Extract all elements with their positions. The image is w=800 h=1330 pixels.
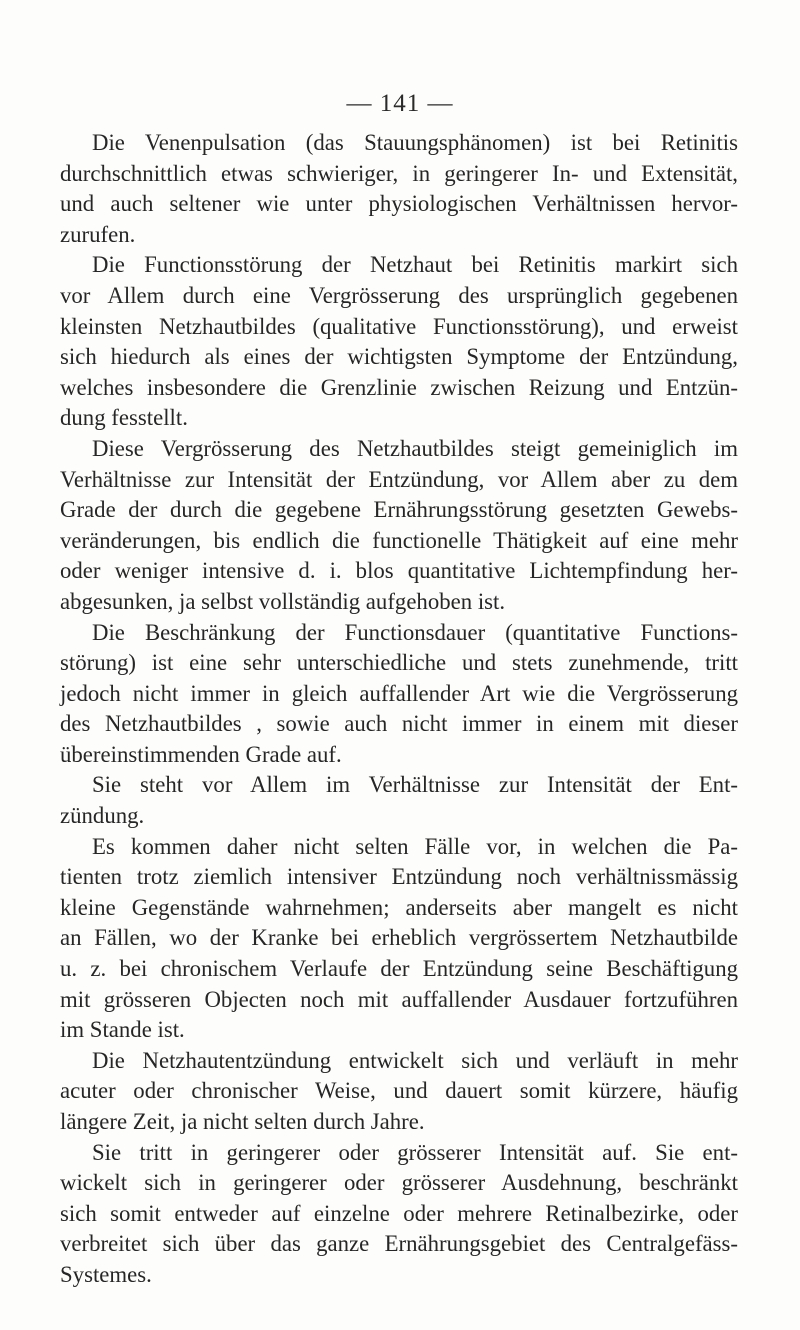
text-line: durchschnittlich etwas schwieriger, in geringerer In- und Extensität, [60,160,738,186]
text-line: Sie tritt in geringerer oder grösserer Intensität auf. Sie ent- [92,1139,738,1165]
text-line: verbreitet sich über das ganze Ernährungsgebiet des Centralgefäss- [60,1231,738,1257]
paragraph [60,1138,738,1291]
text-line: störung) ist eine sehr unterschiedliche und stets zunehmende, tritt [60,650,738,676]
text-line: vor Allem durch eine Vergrösserung des ursprünglich gegebenen [60,282,738,308]
text-line: übereinstimmenden Grade auf. [60,741,342,767]
text-line: an Fällen, wo der Kranke bei erheblich vergrössertem Netzhautbilde [60,925,738,951]
text-line: des Netzhautbildes , sowie auch nicht immer in einem mit dieser [60,711,738,737]
text-line: Die Beschränkung der Functionsdauer (quantitative Functions- [92,619,738,645]
text-line: Diese Vergrösserung des Netzhautbildes steigt gemeiniglich im [92,435,738,461]
paragraph [60,618,738,771]
paragraph [60,434,738,618]
text-line: veränderungen, bis endlich die functionelle Thätigkeit auf eine mehr [60,527,738,553]
text-line: oder weniger intensive d. i. blos quantitative Lichtempfindung her- [60,558,738,584]
paragraph [60,770,738,831]
paragraph [60,1046,738,1138]
paragraph [60,832,738,1046]
page-number: — 141 — [346,90,454,117]
text-line: wickelt sich in geringerer oder grösserer Ausdehnung, beschränkt [60,1170,738,1196]
text-line: Die Venenpulsation (das Stauungsphänomen) ist bei Retinitis [92,130,738,155]
text-line: Die Functionsstörung der Netzhaut bei Retinitis markirt sich [92,252,738,278]
body-text [60,128,738,1291]
text-line: kleine Gegenstände wahrnehmen; anderseits aber mangelt es nicht [60,894,738,920]
text-line: u. z. bei chronischem Verlaufe der Entzündung seine Beschäftigung [60,956,738,982]
text-line: dung fesstellt. [60,405,188,431]
text-line: zurufen. [60,221,136,247]
text-line: Die Netzhautentzündung entwickelt sich und verläuft in mehr [92,1047,738,1073]
text-line: Verhältnisse zur Intensität der Entzündung, vor Allem aber zu dem [60,466,738,492]
text-line: abgesunken, ja selbst vollständig aufgehoben ist. [60,588,506,614]
text-line: welches insbesondere die Grenzlinie zwischen Reizung und Entzün- [60,374,738,400]
text-line: tienten trotz ziemlich intensiver Entzündung noch verhältnissmässig [60,864,738,890]
text-line: Es kommen daher nicht selten Fälle vor, in welchen die Pa- [92,833,738,859]
text-line: Systemes. [60,1261,152,1287]
text-line: mit grösseren Objecten noch mit auffallender Ausdauer fortzuführen [60,986,738,1012]
text-line: sich somit entweder auf einzelne oder mehrere Retinalbezirke, oder [60,1200,738,1226]
paragraph [60,128,738,250]
text-line: zündung. [60,803,145,829]
text-line: jedoch nicht immer in gleich auffallender Art wie die Vergrösserung [60,680,738,706]
text-line: Grade der durch die gegebene Ernährungsstörung gesetzten Gewebs- [60,497,738,523]
text-line: längere Zeit, ja nicht selten durch Jahre. [60,1109,425,1134]
text-line: Sie steht vor Allem im Verhältnisse zur Intensität der Ent- [92,772,738,798]
text-line: kleinsten Netzhautbildes (qualitative Functionsstörung), und erweist [60,313,738,339]
text-line: sich hiedurch als eines der wichtigsten Symptome der Entzündung, [60,344,738,370]
paragraph [60,250,738,434]
text-line: acuter oder chronischer Weise, und dauert somit kürzere, häufig [60,1078,738,1104]
text-line: im Stande ist. [60,1017,185,1043]
text-line: und auch seltener wie unter physiologischen Verhältnissen hervor- [60,191,738,217]
